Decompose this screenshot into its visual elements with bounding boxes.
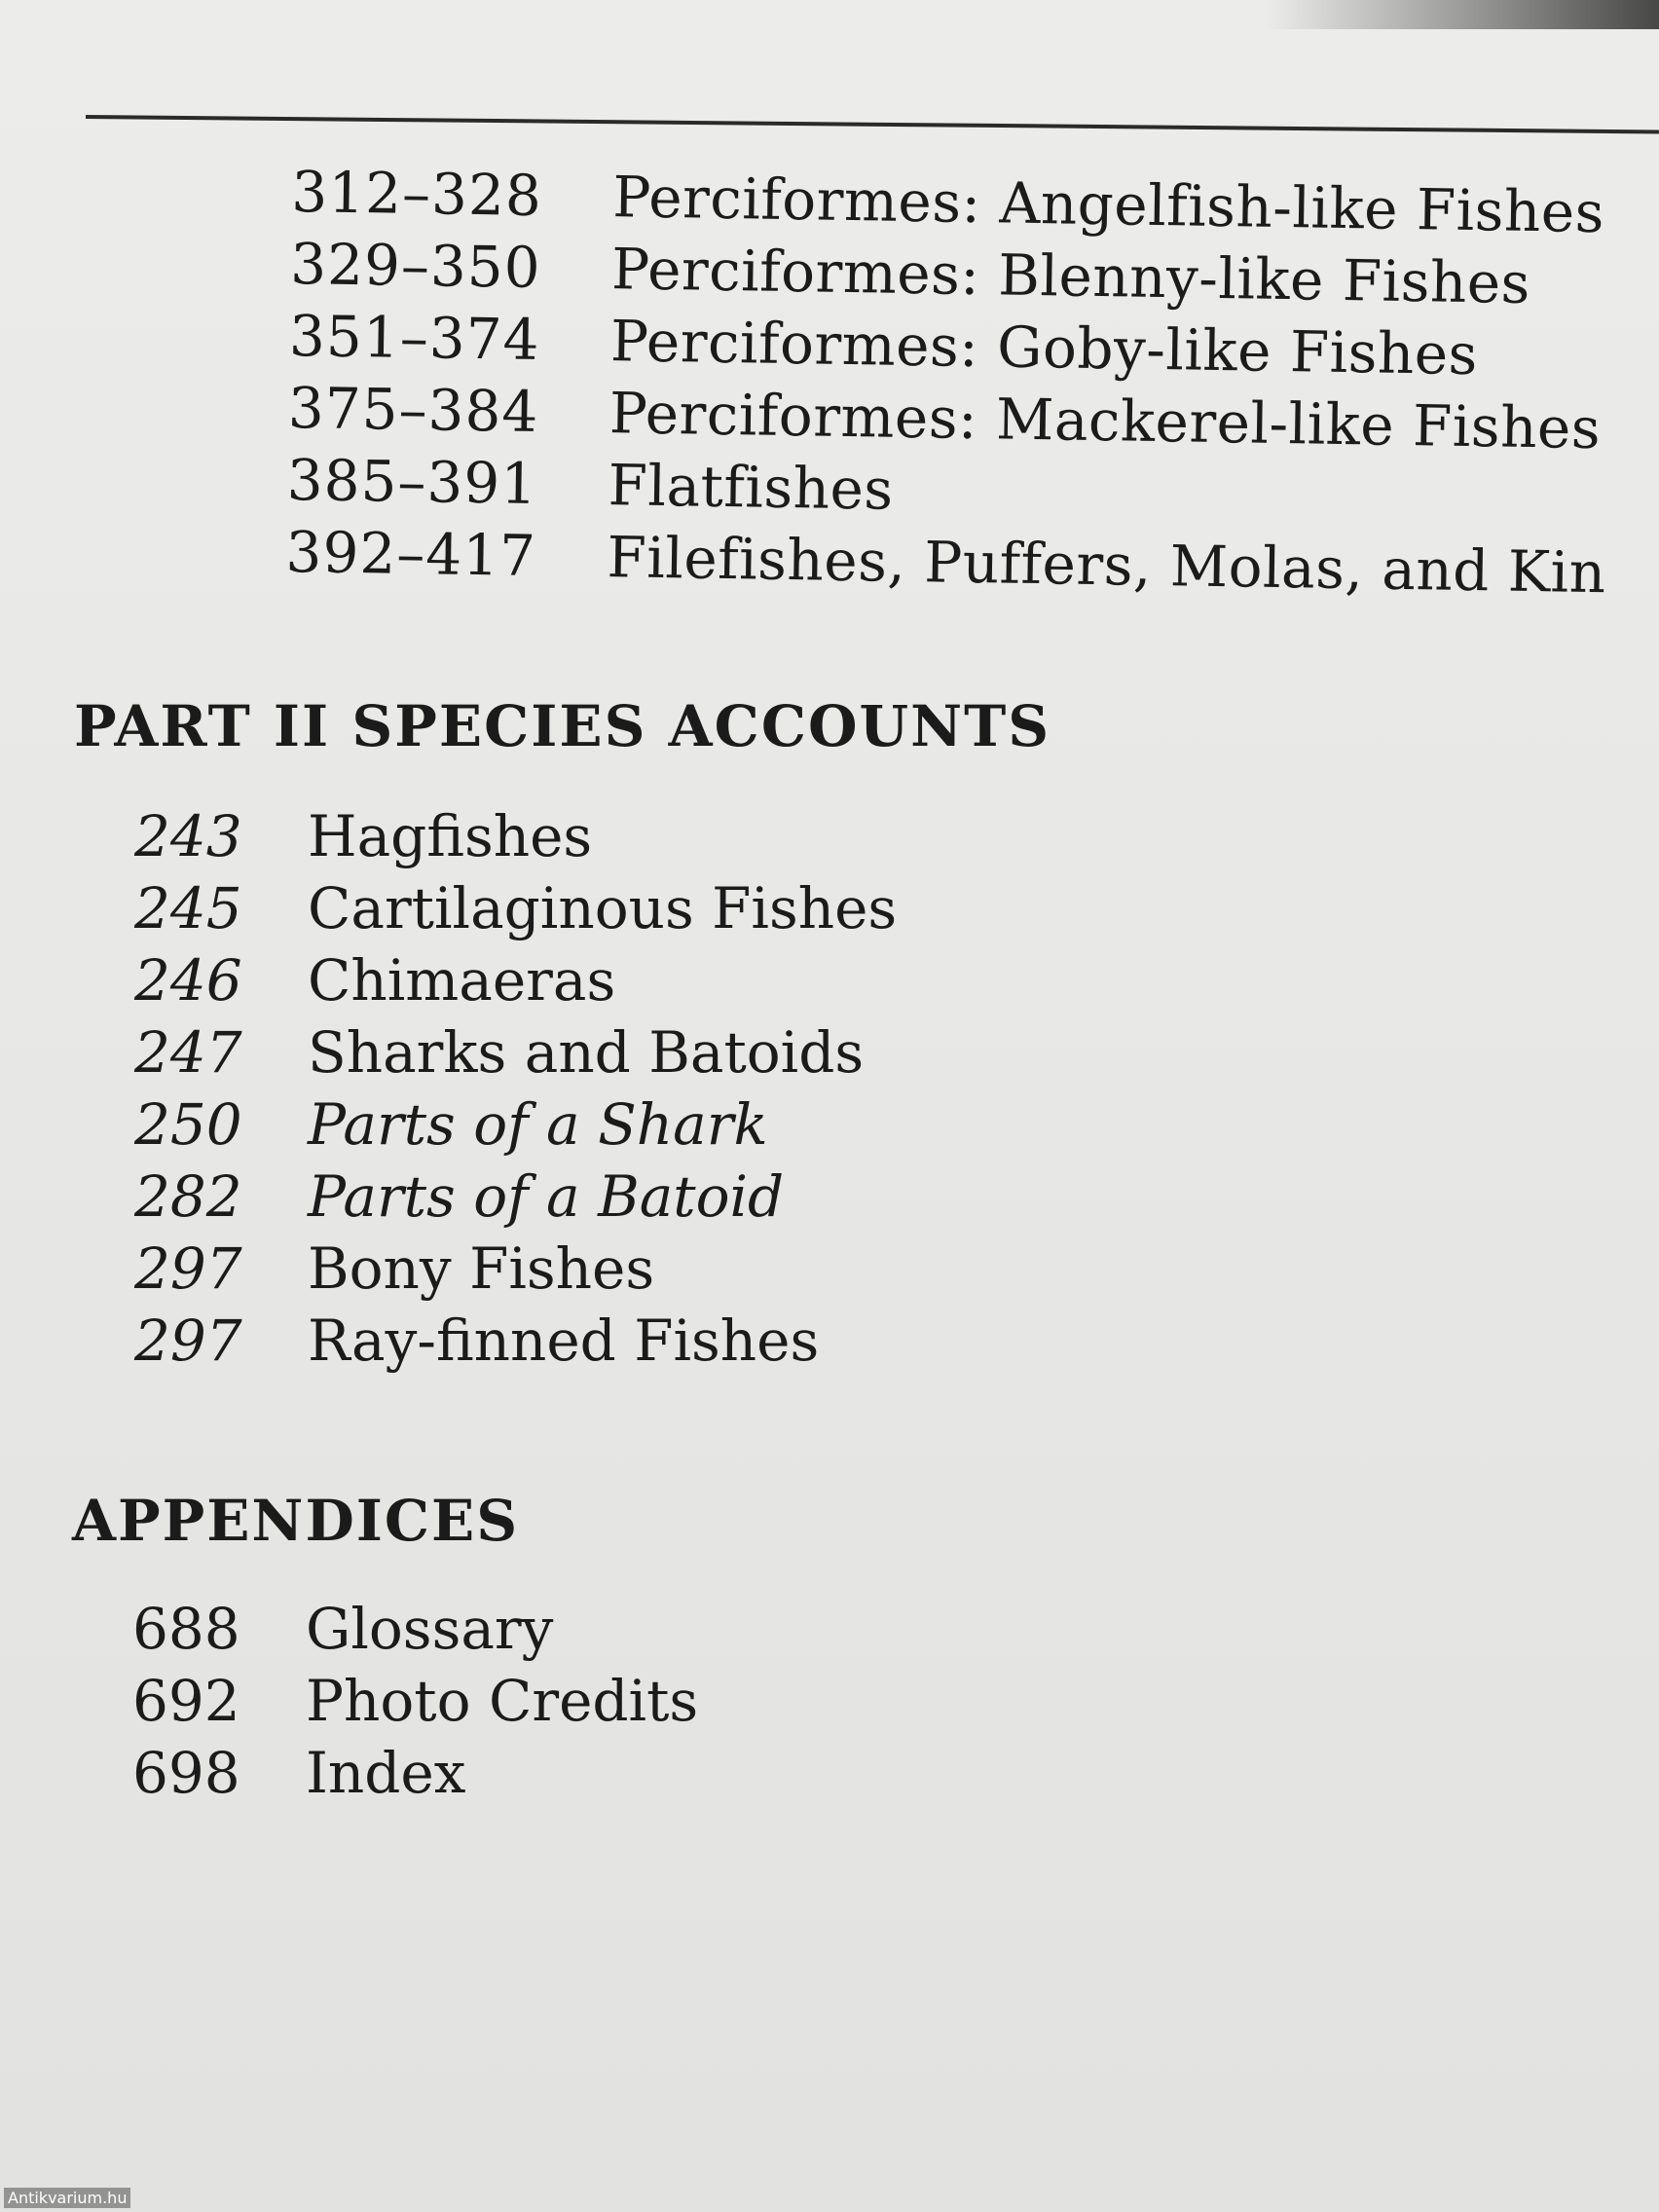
page-range: 375–384 (287, 374, 539, 446)
entry-label: Bony Fishes (308, 1235, 655, 1302)
section-title: Flatfishes (608, 452, 895, 523)
entry-label: Ray-finned Fishes (308, 1308, 820, 1374)
page-range: 329–350 (289, 230, 542, 302)
entry-label: Parts of a Shark (308, 1091, 768, 1158)
page-number: 692 (132, 1668, 240, 1734)
watermark: Antikvarium.hu (4, 2188, 130, 2208)
contents-row (288, 300, 1479, 388)
entry-label: Cartilaginous Fishes (308, 875, 898, 941)
header-rule (86, 115, 1659, 134)
page-range: 351–374 (288, 302, 541, 374)
contents-continuation-list (285, 156, 1607, 607)
page-edge-shadow (1266, 0, 1659, 29)
entry-label: Glossary (306, 1596, 554, 1662)
contents-row (287, 372, 1602, 462)
entry-label: Hagfishes (308, 803, 593, 869)
page-range: 312–328 (290, 158, 543, 230)
page-number: 246 (134, 947, 242, 1014)
section-title: Perciformes: Angelfish-like Fishes (611, 164, 1605, 246)
contents-row (286, 444, 895, 523)
page-number: 250 (134, 1091, 242, 1158)
contents-row (289, 228, 1531, 316)
page-number: 297 (134, 1235, 242, 1302)
section-title: Perciformes: Blenny-like Fishes (610, 236, 1531, 316)
section-title: Perciformes: Mackerel-like Fishes (608, 380, 1602, 462)
page-number: 282 (134, 1163, 242, 1230)
entry-label: Chimaeras (308, 947, 616, 1014)
page-number: 245 (134, 875, 242, 941)
page-number: 247 (134, 1019, 242, 1086)
page-range: 392–417 (285, 518, 537, 589)
page-number: 297 (134, 1308, 242, 1374)
appendices-heading: APPENDICES (72, 1488, 520, 1554)
entry-label: Index (306, 1740, 466, 1806)
page-range: 385–391 (286, 446, 538, 517)
page-number: 698 (132, 1740, 240, 1806)
entry-label: Sharks and Batoids (308, 1019, 865, 1086)
section-title: Perciformes: Goby-like Fishes (609, 308, 1479, 388)
entry-label: Photo Credits (306, 1668, 699, 1734)
entry-label: Parts of a Batoid (308, 1163, 785, 1230)
section-title: Filefishes, Puffers, Molas, and Kin (607, 524, 1607, 607)
page-number: 243 (134, 803, 242, 869)
part2-heading: PART II SPECIES ACCOUNTS (74, 693, 1051, 759)
page-number: 688 (132, 1596, 240, 1662)
contents-row (285, 516, 1607, 607)
contents-row (290, 156, 1605, 246)
